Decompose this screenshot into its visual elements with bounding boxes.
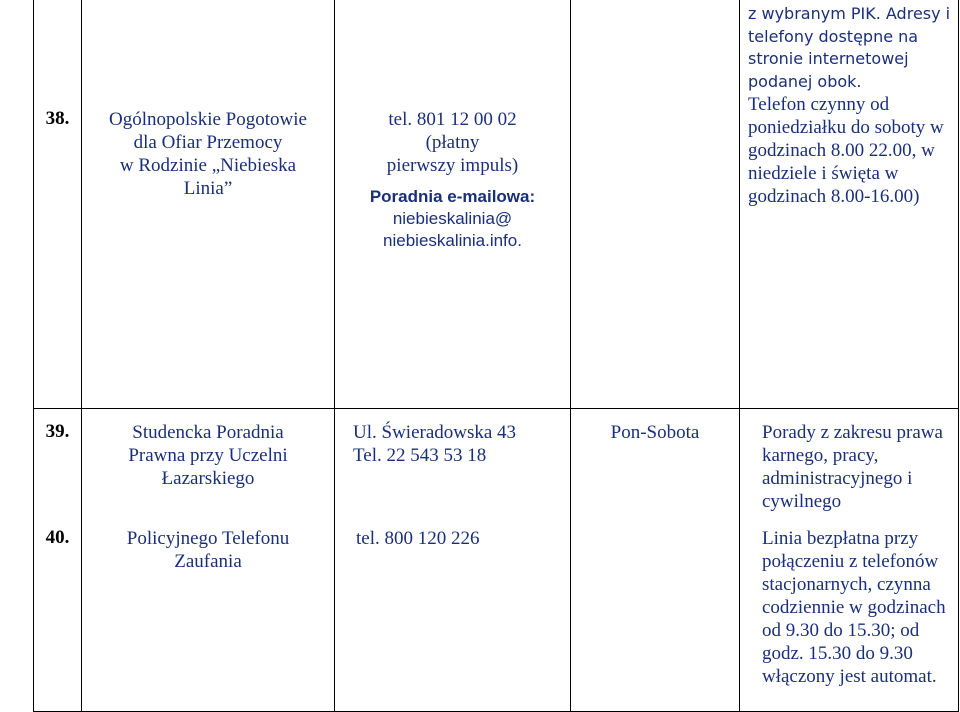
info-line: godz. 15.30 do 9.30 <box>762 643 913 664</box>
hours-cell <box>571 0 740 409</box>
table-row <box>34 525 959 712</box>
table-row <box>34 0 959 409</box>
email-address: niebieskalinia@ <box>392 209 513 228</box>
info-line: stronie internetowej <box>748 49 909 68</box>
info-cell <box>740 409 959 526</box>
info-line: stacjonarnych, czynna <box>762 574 931 595</box>
info-line: codziennie w godzinach <box>762 597 946 618</box>
contact-cell <box>335 0 571 409</box>
row-number: 39. <box>34 409 82 526</box>
name-line: Policyjnego Telefonu <box>126 528 290 549</box>
organization-name <box>82 0 335 409</box>
email-label: Poradnia e-mailowa: <box>369 187 536 206</box>
helpline-table <box>33 0 959 712</box>
name-line: Łazarskiego <box>161 468 255 489</box>
info-line: Telefon czynny od <box>748 94 890 115</box>
info-line: od 9.30 do 15.30; od <box>762 620 920 641</box>
info-line: godzinach 8.00 22.00, w <box>748 140 935 161</box>
hours-cell <box>571 525 740 712</box>
name-line: Ogólnopolskie Pogotowie <box>109 109 307 130</box>
row-number: 40. <box>34 525 82 712</box>
info-line: z wybranym PIK. Adresy i <box>748 4 951 23</box>
name-line: Zaufania <box>174 551 242 572</box>
phone-number: tel. 800 120 226 <box>356 528 480 549</box>
info-line: włączony jest automat. <box>762 666 937 687</box>
info-cell <box>740 525 959 712</box>
phone-number: tel. 801 12 00 02 <box>388 109 517 130</box>
name-line: Linia” <box>183 178 233 199</box>
email-address: niebieskalinia.info. <box>383 231 522 250</box>
hours-cell: Pon-Sobota <box>571 409 740 526</box>
name-line: w Rodzinie „Niebieska <box>119 155 297 176</box>
address-cell <box>335 409 571 526</box>
info-line: telefony dostępne na <box>748 26 919 46</box>
info-line: godzinach 8.00-16.00) <box>748 186 920 207</box>
organization-name <box>82 525 335 712</box>
info-line: cywilnego <box>762 491 842 512</box>
phone-note: (płatny <box>425 132 480 153</box>
info-cell <box>740 0 959 409</box>
info-line: poniedziałku do soboty w <box>748 117 944 138</box>
info-line: połączeniu z telefonów <box>762 551 939 572</box>
info-line: podanej obok. <box>748 71 862 91</box>
organization-name <box>82 409 335 526</box>
name-line: Prawna przy Uczelni <box>128 445 288 466</box>
info-line: Linia bezpłatna przy <box>762 528 919 549</box>
table-row <box>34 409 959 526</box>
info-line: karnego, pracy, <box>762 445 879 466</box>
address-line: Ul. Świeradowska 43 <box>353 422 517 443</box>
name-line: Studencka Poradnia <box>132 422 284 443</box>
info-line: administracyjnego i <box>762 468 913 489</box>
info-line: Porady z zakresu prawa <box>762 422 943 443</box>
row-number: 38. <box>34 0 82 409</box>
phone-note: pierwszy impuls) <box>386 155 519 176</box>
address-line: Tel. 22 543 53 18 <box>353 445 487 466</box>
phone-cell <box>335 525 571 712</box>
name-line: dla Ofiar Przemocy <box>133 132 283 153</box>
info-line: niedziele i święta w <box>748 163 899 184</box>
